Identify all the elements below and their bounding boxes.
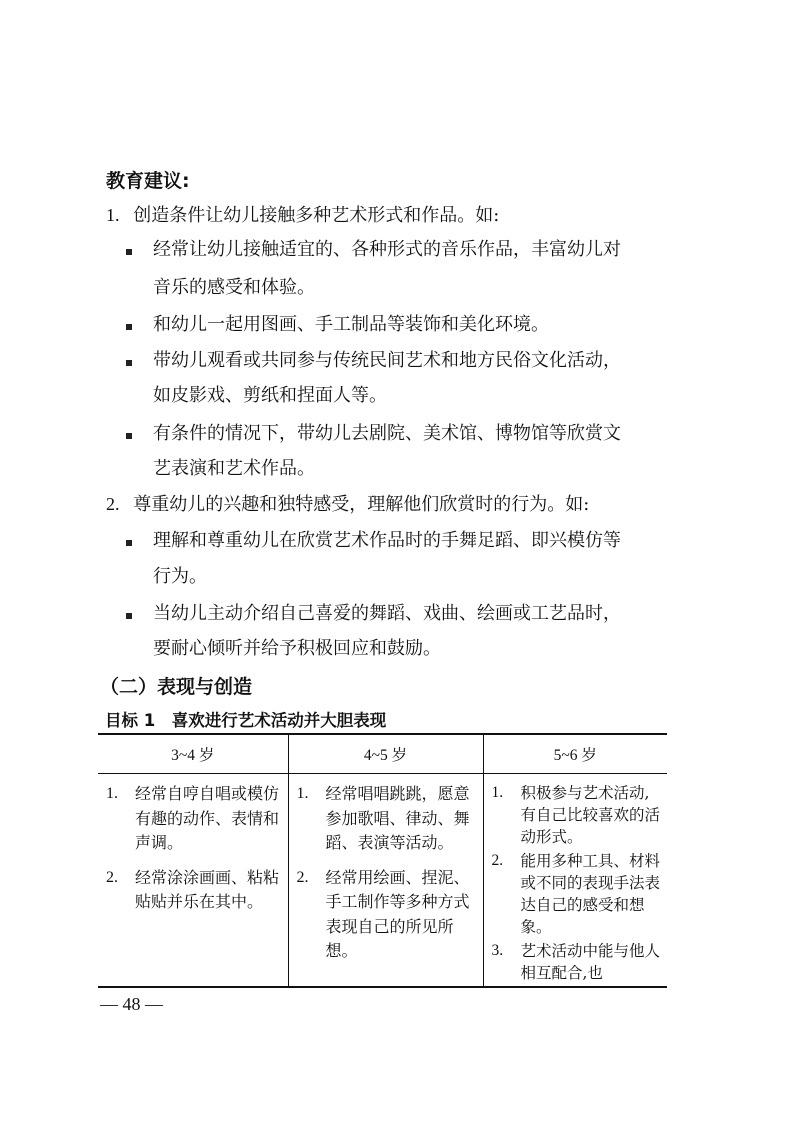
- bullet-1-4-line-2: 艺表演和艺术作品。: [153, 458, 315, 479]
- bullet-square-icon: [126, 540, 132, 546]
- table-cell-age-3-4: [98, 774, 288, 988]
- bullet-1-3-line-2: 如皮影戏、剪纸和捏面人等。: [153, 385, 387, 406]
- bullet-2-2-line-2: 要耐心倾听并给予积极回应和鼓励。: [153, 638, 441, 659]
- bullet-2-1-line-1: 理解和尊重幼儿在欣赏艺术作品时的手舞足蹈、即兴模仿等: [153, 530, 621, 551]
- header-age-5-6: 5~6 岁: [483, 734, 667, 774]
- suggestion-2-text: 尊重幼儿的兴趣和独特感受，理解他们欣赏时的行为。如:: [133, 494, 590, 515]
- goal-title: 目标 1 喜欢进行艺术活动并大胆表现: [105, 711, 387, 730]
- table-header-row: [98, 734, 667, 774]
- bullet-2-1-line-2: 行为。: [153, 566, 207, 587]
- bullet-1-1-line-2: 音乐的感受和体验。: [153, 277, 315, 298]
- list-item: 1. 积极参与艺术活动,有自己比较喜欢的活动形式。: [491, 784, 661, 846]
- table-row: [98, 774, 667, 988]
- list-item: 2. 能用多种工具、材料或不同的表现手法表达自己的感受和想象。: [491, 852, 661, 936]
- suggestion-1: [106, 196, 499, 235]
- table-cell-age-4-5: [288, 774, 483, 988]
- bullet-square-icon: [126, 613, 132, 619]
- table-cell-age-5-6: [483, 774, 667, 988]
- bullet-1-4-line-1: 有条件的情况下，带幼儿去剧院、美术馆、博物馆等欣赏文: [153, 423, 621, 444]
- bullet-1-1-line-1: 经常让幼儿接触适宜的、各种形式的音乐作品，丰富幼儿对: [153, 239, 621, 260]
- suggestion-1-number: 1.: [106, 205, 120, 225]
- bullet-1-3-line-1: 带幼儿观看或共同参与传统民间艺术和地方民俗文化活动，: [153, 350, 621, 371]
- suggestion-1-text: 创造条件让幼儿接触多种艺术形式和作品。如:: [133, 205, 500, 226]
- bullet-square-icon: [126, 433, 132, 439]
- education-suggestions-heading: 教育建议:: [106, 170, 190, 192]
- list-item: 2. 经常用绘画、捏泥、手工制作等多种方式表现自己的所见所想。: [296, 867, 470, 960]
- list-item: 3. 艺术活动中能与他人相互配合,也: [491, 942, 661, 982]
- bullet-1-2-line-1: 和幼儿一起用图画、手工制品等装饰和美化环境。: [153, 314, 549, 335]
- bullet-square-icon: [126, 324, 132, 330]
- bullet-square-icon: [126, 249, 132, 255]
- goal-table: [98, 733, 667, 988]
- header-age-4-5: 4~5 岁: [288, 734, 483, 774]
- header-age-3-4: 3~4 岁: [98, 734, 288, 774]
- section-title: （二）表现与创造: [100, 676, 253, 698]
- page-number: — 48 —: [100, 994, 163, 1014]
- list-item: 2. 经常涂涂画画、粘粘贴贴并乐在其中。: [106, 867, 280, 911]
- list-item: 1. 经常自哼自唱或模仿有趣的动作、表情和声调。: [106, 784, 280, 852]
- suggestion-2: [106, 485, 589, 524]
- suggestion-2-number: 2.: [106, 494, 120, 514]
- bullet-2-2-line-1: 当幼儿主动介绍自己喜爱的舞蹈、戏曲、绘画或工艺品时，: [153, 603, 621, 624]
- list-item: 1. 经常唱唱跳跳，愿意参加歌唱、律动、舞蹈、表演等活动。: [296, 784, 470, 852]
- bullet-square-icon: [126, 360, 132, 366]
